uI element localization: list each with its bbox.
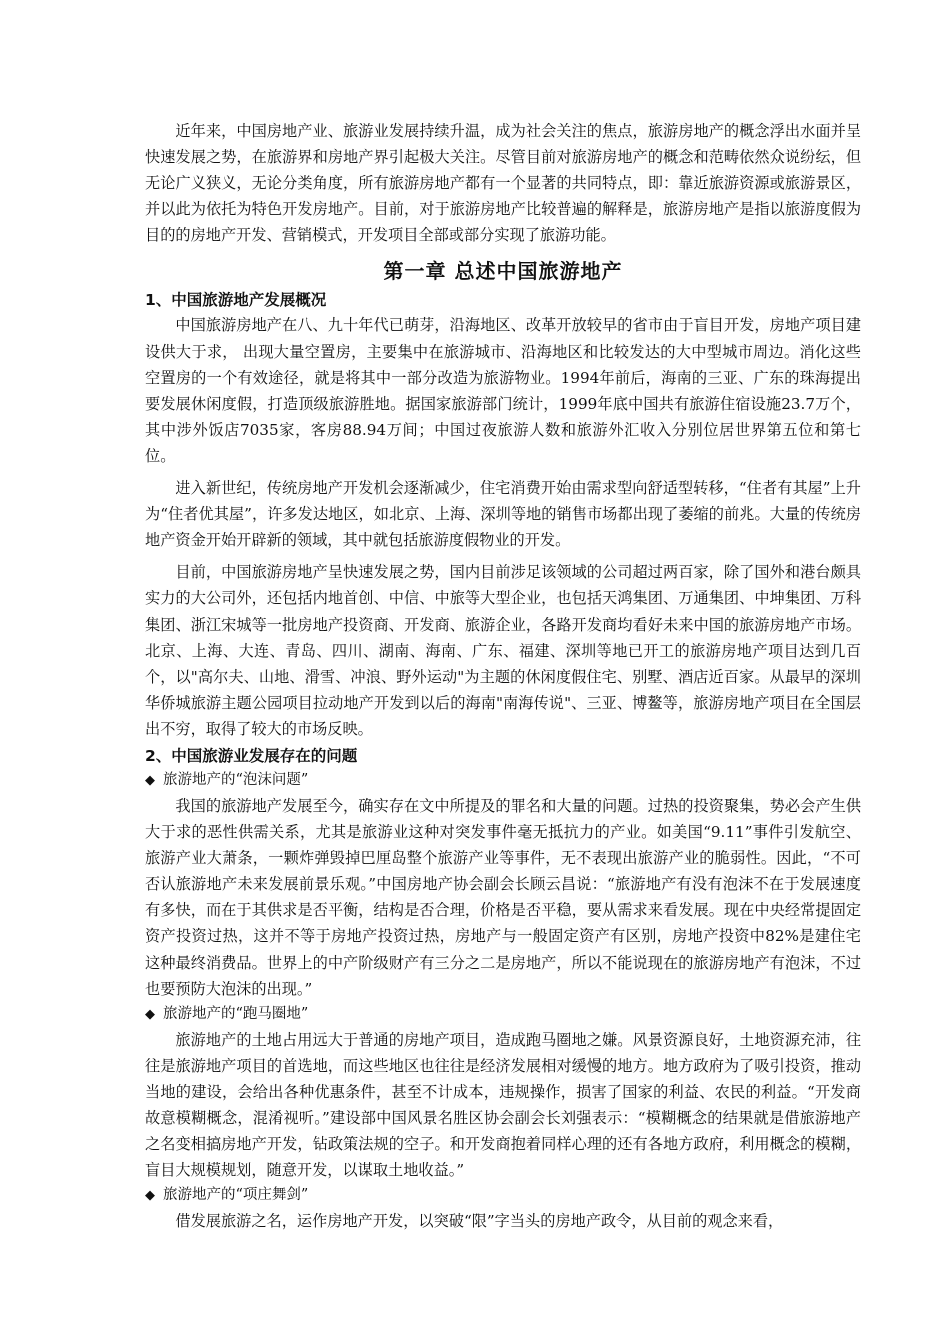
diamond-bullet-icon: ◆ — [145, 772, 155, 788]
diamond-bullet-icon: ◆ — [145, 1006, 155, 1022]
chapter-title: 第一章 总述中国旅游地产 — [383, 259, 623, 284]
bullet-item-land-grab — [145, 1002, 861, 1027]
bullet-label: 旅游地产的“跑马圈地” — [163, 1005, 309, 1022]
bullet-item-xiangzhuang — [145, 1183, 861, 1208]
xiangzhuang-paragraph: 借发展旅游之名，运作房地产开发，以突破“限”字当头的房地产政令，从目前的观念来看， — [175, 1212, 784, 1231]
section-1-paragraph-1: 中国旅游房地产在八、九十年代已萌芽，沿海地区、改革开放较早的省市由于盲目开发，房地产项目建设供大于求， 出现大量空置房，主要集中在旅游城市、沿海地区和比较发达的大中型城市周边。消化这些空置房的一个有效途径，就是将其中一部分改造为旅游物业。1994年前后，海南的三亚、广东的珠海提出要发展休闲度假，打造顶级旅游胜地。据国家旅游部门统计，1999年底中国共有旅游住宿设施23.7万个，其中涉外饭店7035家，客房88.94万间；中国过夜旅游人数和旅游外汇收入分别位居世界第五位和第七位。 — [145, 316, 861, 465]
bullet-label: 旅游地产的“泡沫问题” — [163, 771, 309, 788]
section-1-paragraph-2: 进入新世纪，传统房地产开发机会逐渐减少，住宅消费开始由需求型向舒适型转移，“住者有其屋”上升为“住者优其屋”，许多发达地区，如北京、上海、深圳等地的销售市场都出现了萎缩的前兆。大量的传统房地产资金开始开辟新的领域，其中就包括旅游度假物业的开发。 — [145, 479, 861, 550]
bullet-item-bubble — [145, 768, 861, 793]
section-1-heading: 1、中国旅游地产发展概况 — [145, 291, 327, 310]
bubble-paragraph: 我国的旅游地产发展至今，确实存在文中所提及的罪名和大量的问题。过热的投资聚集，势必会产生供大于求的恶性供需关系，尤其是旅游业这种对突发事件毫无抵抗力的产业。如美国“9.11”事件引发航空、旅游产业大萧条，一颗炸弹毁掉巴厘岛整个旅游产业等事件，无不表现出旅游产业的脆弱性。因此，“不可否认旅游地产未来发展前景乐观。”中国房地产协会副会长顾云昌说：“旅游地产有没有泡沫不在于发展速度有多快，而在于其供求是否平衡，结构是否合理，价格是否平稳，要从需求来看发展。现在中央经常提固定资产投资过热，这并不等于房地产投资过热，房地产与一般固定资产有区别，房地产投资中82%是建住宅这种最终消费品。世界上的中产阶级财产有三分之二是房地产，所以不能说现在的旅游房地产有泡沫，不过也要预防大泡沫的出现。” — [145, 796, 861, 998]
section-2-heading: 2、中国旅游业发展存在的问题 — [145, 746, 358, 765]
document-body — [145, 118, 861, 1234]
land-grab-paragraph: 旅游地产的土地占用远大于普通的房地产项目，造成跑马圈地之嫌。风景资源良好，土地资源充沛，往往是旅游地产项目的首选地，而这些地区也往往是经济发展相对缓慢的地方。地方政府为了吸引投资，推动当地的建设，会给出各种优惠条件，甚至不计成本，违规操作，损害了国家的利益、农民的利益。“开发商故意模糊概念，混淆视听。”建设部中国风景名胜区协会副会长刘强表示：“模糊概念的结果就是借旅游地产之名变相搞房地产开发，钻政策法规的空子。和开发商抱着同样心理的还有各地方政府，利用概念的模糊，盲目大规模规划，随意开发，以谋取土地收益。” — [145, 1030, 861, 1180]
intro-paragraph: 近年来，中国房地产业、旅游业发展持续升温，成为社会关注的焦点，旅游房地产的概念浮出水面并呈快速发展之势，在旅游界和房地产界引起极大关注。尽管目前对旅游房地产的概念和范畴依然众说纷纭，但无论广义狭义，无论分类角度，所有旅游房地产都有一个显著的共同特点，即：靠近旅游资源或旅游景区，并以此为依托为特色开发房地产。目前，对于旅游房地产比较普遍的解释是，旅游房地产是指以旅游度假为目的的房地产开发、营销模式，开发项目全部或部分实现了旅游功能。 — [145, 122, 861, 245]
diamond-bullet-icon: ◆ — [145, 1188, 155, 1204]
section-1-paragraph-3: 目前，中国旅游房地产呈快速发展之势，国内目前涉足该领域的公司超过两百家，除了国外和港台颇具实力的大公司外，还包括内地首创、中信、中旅等大型企业，也包括天鸿集团、万通集团、中坤集团、万科集团、浙江宋城等一批房地产投资商、开发商、旅游企业，各路开发商均看好未来中国的旅游房地产市场。北京、上海、大连、青岛、四川、湖南、海南、广东、福建、深圳等地已开工的旅游房地产项目达到几百个，以"高尔夫、山地、滑雪、冲浪、野外运动"为主题的休闲度假住宅、别墅、酒店近百家。从最早的深圳华侨城旅游主题公园项目拉动地产开发到以后的海南"南海传说"、三亚、博鳌等，旅游房地产项目在全国层出不穷，取得了较大的市场反映。 — [145, 563, 861, 738]
bullet-label: 旅游地产的“项庄舞剑” — [163, 1187, 309, 1204]
